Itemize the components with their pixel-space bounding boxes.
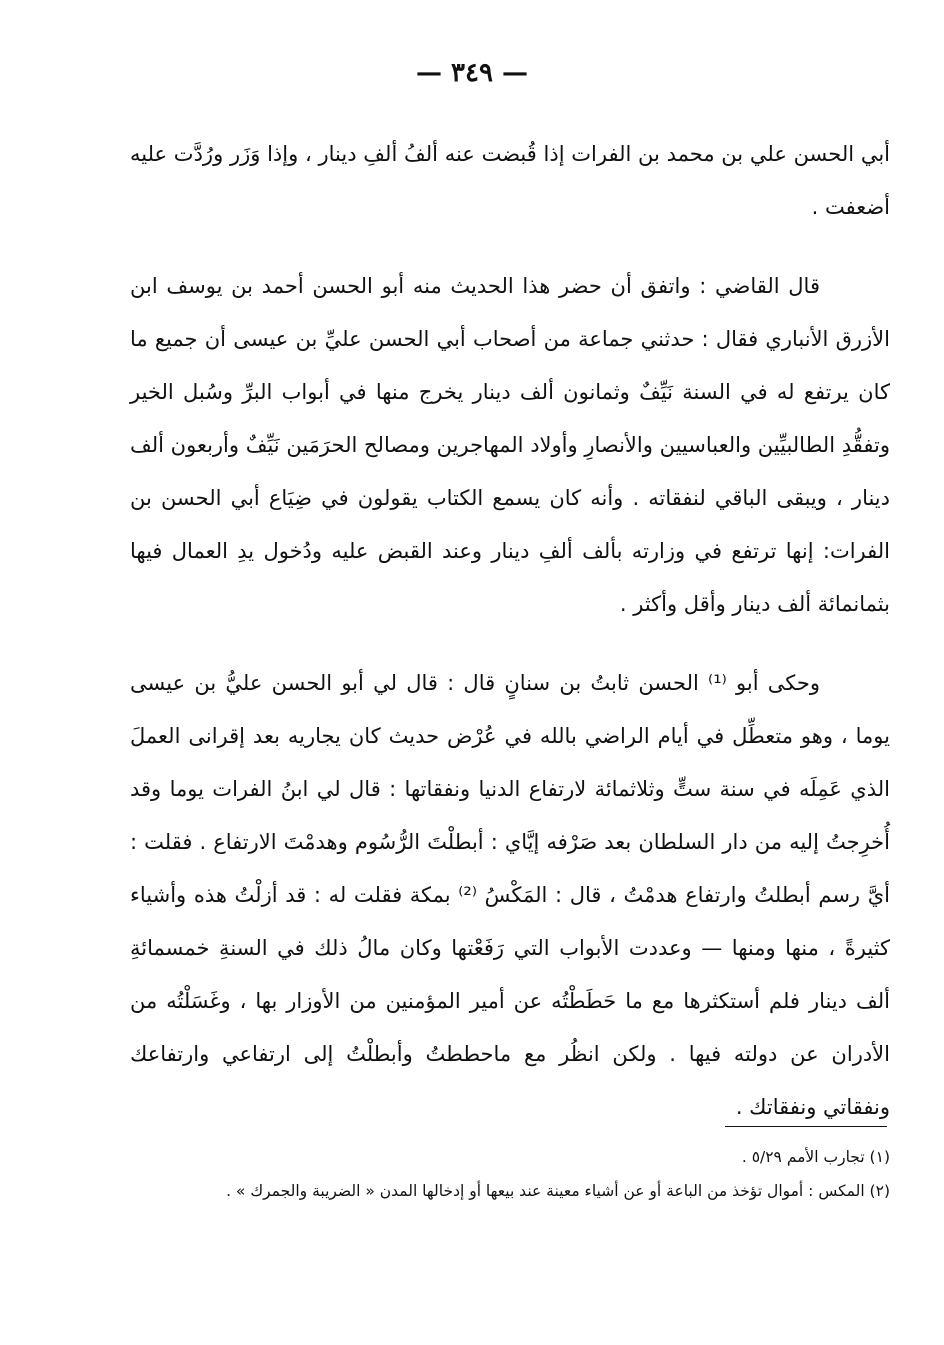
paragraph-3: وحكى أبو ⁽¹⁾ الحسن ثابتُ بن سنانٍ قال : قال لي أبو الحسن عليُّ بن عيسى يوما ، وهو متعطِّل في أيام الراضي بالله في عُرْض حديث كان يجاريه بعد إقرانى العملَ الذي عَمِلَه في سنة ستٍّ وثلاثمائة لارتفاع الدنيا ونفقاتها : قال لي ابنُ الفرات يوما وقد أُخرِجتُ إليه من دار السلطان بعد صَرْفه إيَّاي : أبطلْتَ الرُّسُوم وهدمْتَ الارتفاع . فقلت : أيَّ رسم أبطلتُ وارتفاع هدمْتُ ، قال : المَكْسُ ⁽²⁾ بمكة فقلت له : قد أزلْتُ هذه وأشياء كثيرةً ، منها ومنها — وعددت الأبواب التي رَفَعْتها وكان مالُ ذلك في السنةِ خمسمائةِ ألف دينار فلم أستكثرها مع ما حَطَطْتُه عن أمير المؤمنين من الأوزار بها ، وغَسَلْتُه من الأدران عن دولته فيها . ولكن انظُر مع ماحططتُ وأبطلْتُ إلى ارتفاعي وارتفاعك ونفقاتي ونفقاتك . bbox=[130, 671, 890, 1119]
footnotes bbox=[130, 1140, 890, 1208]
main-text bbox=[130, 128, 890, 1160]
paragraph-2: قال القاضي : واتفق أن حضر هذا الحديث منه أبو الحسن أحمد بن يوسف ابن الأزرق الأنباري فقال : حدثني جماعة من أصحاب أبي الحسن عليِّ بن عيسى أن جميع ما كان يرتفع له في السنة نَيِّفٌ وثمانون ألف دينار يخرج منها في أبواب البرِّ وسُبل الخير وتفقُّدِ الطالبيِّين والعباسيين والأنصارِ وأولاد المهاجرين ومصالح الحرَمَين نَيِّفٌ وأربعون ألف دينار ، ويبقى الباقي لنفقاته . وأنه كان يسمع الكتاب يقولون في ضِيَاع أبي الحسن بن الفرات: إنها ترتفع في وزارته بألف ألفِ دينار وعند القبض عليه ودُخول يدِ العمال فيها بثمانمائة ألف دينار وأقل وأكثر . bbox=[130, 274, 890, 616]
page-number: — ٣٤٩ — bbox=[415, 58, 529, 88]
footnote-1: (١) تجارب الأمم ٥/٢٩ . bbox=[741, 1148, 890, 1166]
paragraph-1: أبي الحسن علي بن محمد بن الفرات إذا قُبضت عنه ألفُ ألفِ دينار ، وإذا وَزَر ورُدَّت عليه أضعفت . bbox=[130, 142, 890, 219]
footnote-divider bbox=[725, 1126, 887, 1127]
footnote-2: (٢) المكس : أموال تؤخذ من الباعة أو عن أشياء معينة عند بيعها أو إدخالها المدن « الضريبة والجمرك » . bbox=[226, 1182, 890, 1200]
